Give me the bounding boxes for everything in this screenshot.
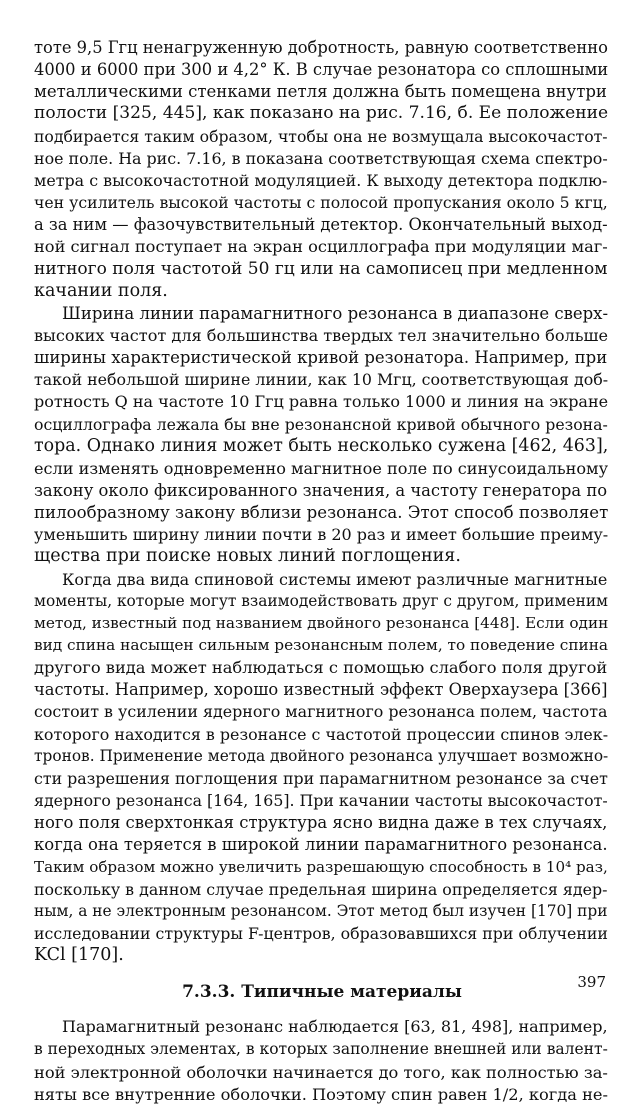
text-line: сти разрешения поглощения при парамагнитном резонансе за счет [34, 768, 608, 788]
text-line: пилообразному закону вблизи резонанса. Этот способ позволяет [34, 503, 609, 523]
text-line: Когда два вида спиновой системы имеют различные магнитные [62, 569, 608, 589]
text-line: частоты. Например, хорошо известный эффект Оверхаузера [366] [34, 680, 608, 700]
text-line: такой небольшой ширине линии, как 10 Мгц, соответствующая доб- [34, 370, 609, 390]
text-line: качании поля. [34, 280, 168, 301]
text-line: метра с высокочастотной модуляцией. К выходу детектора подклю- [34, 170, 608, 190]
text-line: когда она теряется в широкой линии парамагнитного резонанса. [34, 835, 608, 855]
text-line: ной электронной оболочки начинается до того, как полностью за- [34, 1062, 608, 1082]
text-line: состоит в усилении ядерного магнитного резонанса полем, частота [34, 702, 608, 722]
text-line: исследовании структуры F-центров, образовавшихся при облучении [34, 923, 608, 943]
text-line: метод, известный под названием двойного резонанса [448]. Если один [34, 613, 609, 632]
text-line: ное поле. На рис. 7.16, в показана соответствующая схема спектро- [34, 148, 608, 168]
text-line: металлическими стенками петля должна быть помещена внутри [34, 82, 607, 102]
text-line: уменьшить ширину линии почти в 20 раз и имеет большие преиму- [34, 525, 609, 545]
text-line: ной сигнал поступает на экран осциллографа при модуляции маг- [34, 237, 608, 257]
text-line: ного поля сверхтонкая структура ясно видна даже в тех случаях, [34, 813, 608, 833]
text-line: а за ним — фазочувствительный детектор. Окончательный выход- [34, 215, 608, 235]
text-line: Парамагнитный резонанс наблюдается [63, 81, 498], например, [62, 1017, 608, 1037]
text-line: щества при поиске новых линий поглощения. [34, 546, 461, 567]
text-line: подбирается таким образом, чтобы она не возмущала высокочастот- [34, 126, 608, 146]
text-line: ротность Q на частоте 10 Ггц равна только 1000 и линия на экране [34, 392, 609, 412]
text-line: другого вида может наблюдаться с помощью слабого поля другой [34, 658, 608, 678]
text-line: тора. Однако линия может быть несколько сужена [462, 463], [34, 435, 609, 456]
text-line: ширины характеристической кривой резонатора. Например, при [34, 348, 608, 368]
text-line: Ширина линии парамагнитного резонанса в диапазоне сверх- [62, 303, 609, 323]
text-line: ядерного резонанса [164, 165]. При качании частоты высокочастот- [34, 791, 608, 810]
text-line: закону около фиксированного значения, а частоту генератора по [34, 481, 608, 500]
text-line: KCl [170]. [34, 945, 124, 966]
text-line: тронов. Применение метода двойного резонанса улучшает возможно- [34, 746, 609, 765]
text-line: няты все внутренние оболочки. Поэтому спин равен 1/2, когда не- [34, 1085, 608, 1105]
text-line: чен усилитель высокой частоты с полосой пропускания около 5 кгц, [34, 193, 608, 212]
text-line: которого находится в резонансе с частотой процессии спинов элек- [34, 724, 609, 744]
text-line: в переходных элементах, в которых заполнение внешней или валент- [34, 1039, 608, 1058]
text-line: полости [325, 445], как показано на рис. 7.16, б. Ее положение [34, 103, 609, 124]
text-line: высоких частот для большинства твердых тел значительно больше [34, 325, 609, 345]
text-line: тоте 9,5 Ггц ненагруженную добротность, равную соответственно [34, 38, 608, 57]
text-line: ным, а не электронным резонансом. Этот метод был изучен [170] при [34, 901, 608, 920]
page-number: 397 [577, 973, 606, 991]
section-heading: 7.3.3. Типичные материалы [182, 981, 462, 1002]
text-line: поскольку в данном случае предельная ширина определяется ядер- [34, 879, 608, 899]
text-line: если изменять одновременно магнитное поле по синусоидальному [34, 458, 609, 478]
text-line: вид спина насыщен сильным резонансным полем, то поведение спина [34, 636, 609, 654]
text-line: 4000 и 6000 при 300 и 4,2° К. В случае резонатора со сплошными [34, 60, 609, 80]
text-line: нитного поля частотой 50 гц или на самописец при медленном [34, 258, 608, 279]
text-line: осциллографа лежала бы вне резонансной кривой обычного резона- [34, 414, 608, 434]
text-line: моменты, которые могут взаимодействовать друг с другом, применим [34, 591, 609, 610]
text-line: Таким образом можно увеличить разрешающую способность в 10⁴ раз, [34, 857, 608, 876]
